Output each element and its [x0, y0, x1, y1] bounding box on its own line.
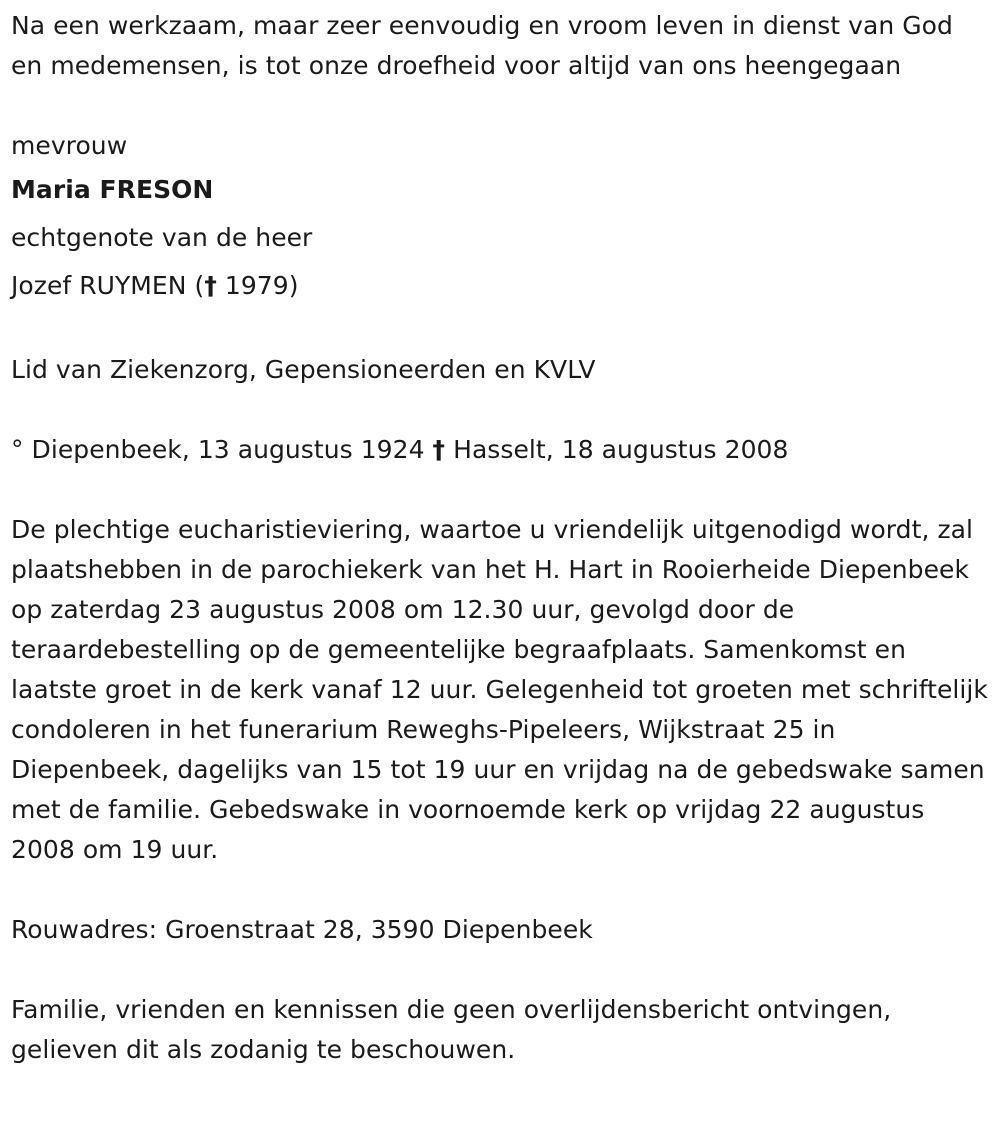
spouse-death-year: 1979)	[224, 271, 299, 300]
spacer	[11, 310, 991, 350]
spacer	[11, 870, 991, 910]
death-notice	[11, 6, 991, 1070]
spacer	[11, 950, 991, 990]
spouse-name: Jozef RUYMEN (	[11, 271, 205, 300]
ceremony-text: De plechtige eucharistieviering, waartoe u vriendelijk uitgenodigd wordt, zal plaatshebben in de parochiekerk van het H. Hart in Rooierheide Diepenbeek op zaterdag 23 augustus 2008 om 12.30 uur, gevolgd door de teraardebestelling op de gemeentelijke begraafplaats. Samenkomst en laatste groet in de kerk vanaf 12 uur. Gelegenheid tot groeten met schriftelijk condoleren in het funerarium Reweghs-Pipeleers, Wijkstraat 25 in Diepenbeek, dagelijks van 15 tot 19 uur en vrijdag na de gebedswake samen met de familie. Gebedswake in voornoemde kerk op vrijdag 22 augustus 2008 om 19 uur.	[11, 515, 988, 864]
closing-text: Familie, vrienden en kennissen die geen overlijdensbericht ontvingen, gelieven dit als zodanig te beschouwen.	[11, 995, 892, 1064]
funeral-address: Rouwadres: Groenstraat 28, 3590 Diepenbeek	[11, 915, 593, 944]
cross-icon: †	[432, 435, 446, 464]
spacer	[11, 390, 991, 430]
cross-icon: †	[204, 271, 217, 300]
death-date: Hasselt, 18 augustus 2008	[453, 435, 789, 464]
spacer	[11, 470, 991, 510]
spouse-line	[11, 262, 991, 310]
spouse-relation: echtgenote van de heer	[11, 223, 313, 252]
life-dates	[11, 430, 991, 470]
membership: Lid van Ziekenzorg, Gepensioneerden en KVLV	[11, 355, 596, 384]
deceased-name: Maria FRESON	[11, 175, 214, 204]
salutation: mevrouw	[11, 131, 128, 160]
birth-date: ° Diepenbeek, 13 augustus 1924	[11, 435, 425, 464]
spacer	[11, 86, 991, 126]
intro-text: Na een werkzaam, maar zeer eenvoudig en vroom leven in dienst van God en medemensen, is tot onze droefheid voor altijd van ons heengegaan	[11, 11, 953, 80]
